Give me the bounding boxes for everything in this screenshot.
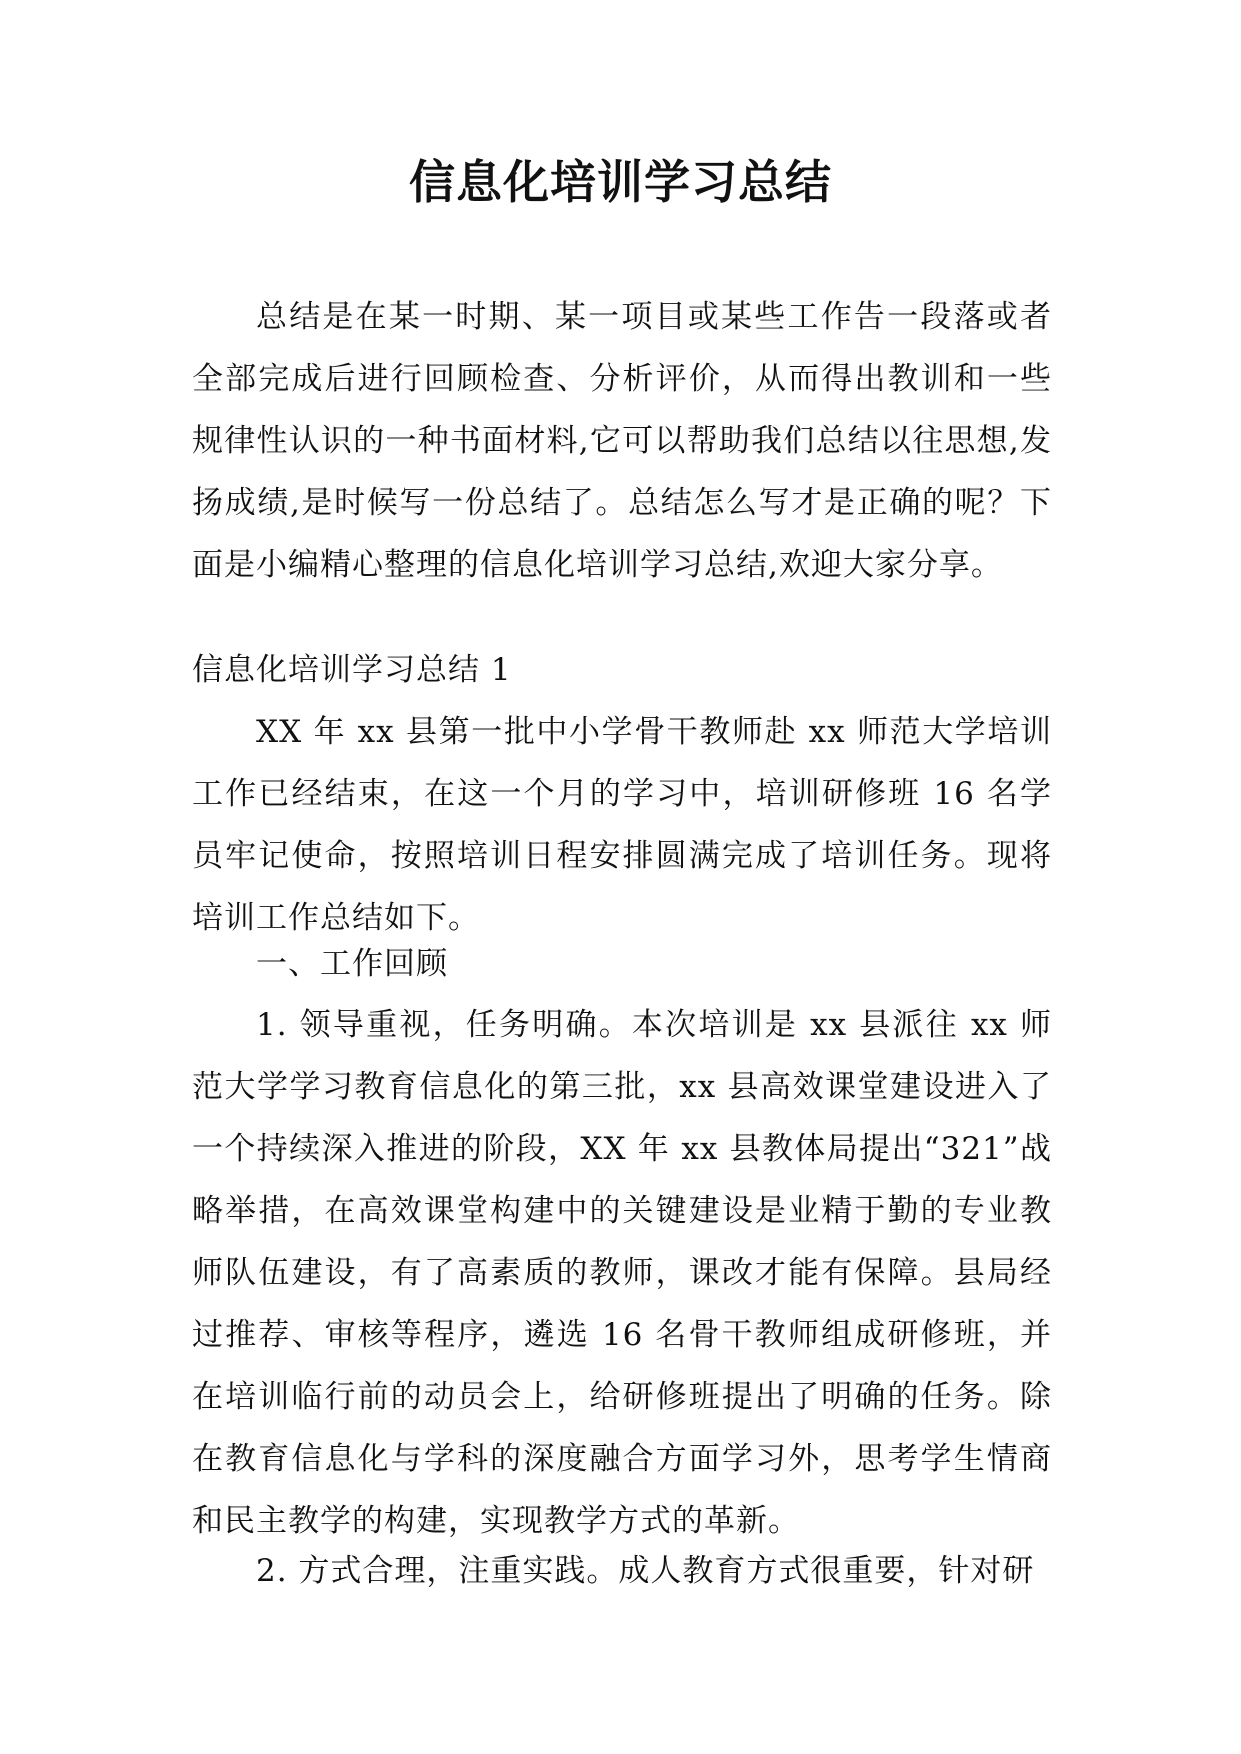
paragraph-2: 1. 领导重视，任务明确。本次培训是 xx 县派往 xx 师范大学学习教育信息化的第三批，xx 县高效课堂建设进入了一个持续深入推进的阶段，XX 年 xx 县教体局提出“321”战略举措，在高效课堂构建中的关键建设是业精于勤的专业教师队伍建设，有了高素质的教师，课改才能有保障。县局经过推荐、审核等程序，遴选 16 名骨干教师组成研修班，并在培训临行前的动员会上，给研修班提出了明确的任务。除在教育信息化与学科的深度融合方面学习外，思考学生情商和民主教学的构建，实现教学方式的革新。 [192,1007,1052,1539]
intro-paragraph: 总结是在某一时期、某一项目或某些工作告一段落或者全部完成后进行回顾检查、分析评价，从而得出教训和一些规律性认识的一种书面材料,它可以帮助我们总结以往思想,发扬成绩,是时候写一份总结了。总结怎么写才是正确的呢？下面是小编精心整理的信息化培训学习总结,欢迎大家分享。 [192,299,1052,583]
subheading-work-review: 一、工作回顾 [256,946,448,982]
document-title: 信息化培训学习总结 [409,155,832,209]
paragraph-3: 2. 方式合理，注重实践。成人教育方式很重要，针对研 [256,1553,1035,1589]
section-heading: 信息化培训学习总结 1 [192,652,512,688]
paragraph-1: XX 年 xx 县第一批中小学骨干教师赴 xx 师范大学培训工作已经结束，在这一个月的学习中，培训研修班 16 名学员牢记使命，按照培训日程安排圆满完成了培训任务。现将培训工作总结如下。 [192,714,1052,936]
